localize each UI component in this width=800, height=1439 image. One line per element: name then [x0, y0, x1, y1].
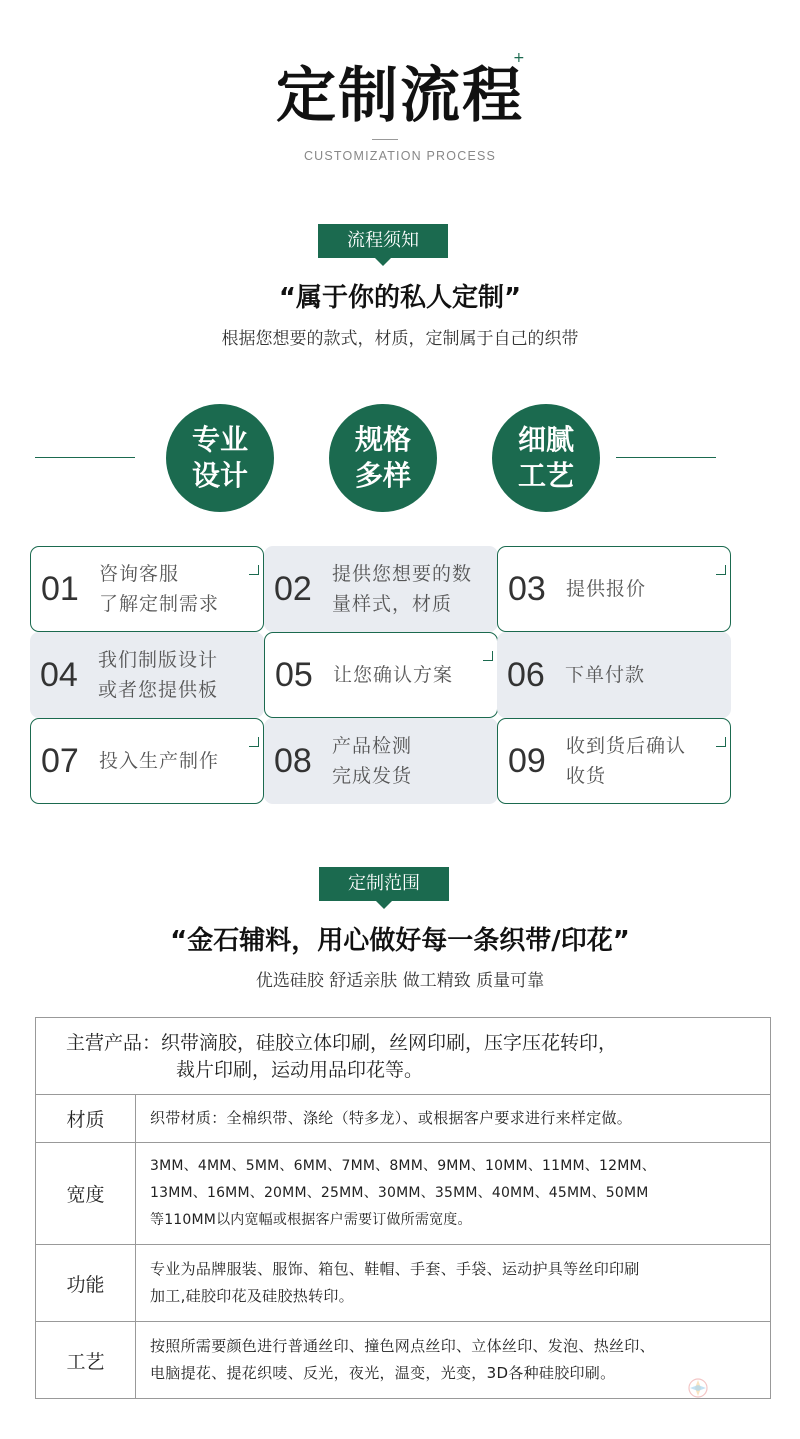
corner-mark — [483, 651, 493, 661]
feature-circle-design — [166, 404, 274, 512]
watermark-icon — [687, 1377, 709, 1399]
step-text-line2: 量样式，材质 — [332, 593, 453, 615]
step-text-line2: 完成发货 — [332, 765, 413, 787]
feature-circle-spec — [329, 404, 437, 512]
step-card-02 — [264, 546, 498, 632]
step-text-line1: 我们制版设计 — [98, 649, 219, 671]
step-card-07 — [30, 718, 264, 804]
row-content-line: 3MM、4MM、5MM、6MM、7MM、8MM、9MM、10MM、11MM、12MM、 — [150, 1158, 656, 1174]
feature-line1: 专业 — [191, 423, 248, 456]
step-number: 09 — [508, 741, 546, 780]
feature-line2: 设计 — [191, 459, 248, 492]
title-divider — [372, 139, 398, 140]
row-label: 宽度 — [36, 1143, 136, 1244]
step-text-line1: 提供您想要的数 — [332, 563, 473, 585]
feature-line1: 规格 — [354, 423, 411, 456]
step-text-line2: 收货 — [566, 765, 607, 787]
section-quote-process: “属于你的私人定制” — [278, 283, 522, 313]
row-content-line: 等110MM以内宽幅或根据客户需要订做所需宽度。 — [150, 1212, 472, 1228]
corner-mark — [249, 737, 259, 747]
main-products-row — [36, 1018, 770, 1095]
step-text-line2: 了解定制需求 — [99, 593, 220, 615]
step-card-08 — [264, 718, 498, 804]
feature-line2: 工艺 — [517, 459, 574, 492]
section-desc-scope: 优选硅胶 舒适亲肤 做工精致 质量可靠 — [255, 971, 545, 991]
step-card-06 — [497, 632, 731, 718]
step-text-line1: 收到货后确认 — [566, 735, 687, 757]
page-subtitle: CUSTOMIZATION PROCESS — [303, 149, 497, 163]
table-row-material — [36, 1095, 770, 1143]
main-products-line1: 主营产品：织带滴胶，硅胶立体印刷，丝网印刷，压字压花转印， — [66, 1032, 618, 1054]
row-label: 功能 — [36, 1245, 136, 1321]
table-row-width — [36, 1143, 770, 1245]
step-number: 01 — [41, 569, 79, 608]
step-number: 04 — [40, 655, 78, 694]
step-text-line1: 咨询客服 — [99, 563, 180, 585]
row-content-line: 加工,硅胶印花及硅胶热转印。 — [150, 1287, 354, 1305]
step-card-01 — [30, 546, 264, 632]
table-row-craft — [36, 1322, 770, 1398]
corner-mark — [716, 737, 726, 747]
page-title: 定制流程 — [276, 61, 524, 131]
step-number: 08 — [274, 741, 312, 780]
left-divider-line — [35, 457, 135, 458]
step-number: 05 — [275, 655, 313, 694]
corner-mark — [249, 565, 259, 575]
section-tag-process: 流程须知 — [318, 224, 448, 258]
section-quote-scope: “金石辅料，用心做好每一条织带/印花” — [170, 926, 630, 956]
feature-line1: 细腻 — [517, 423, 574, 456]
main-products-line2: 裁片印刷，运动用品印花等。 — [176, 1059, 424, 1081]
step-card-05 — [264, 632, 498, 718]
section-tag-scope: 定制范围 — [319, 867, 449, 901]
step-text-line1: 让您确认方案 — [333, 664, 454, 686]
plus-decoration: + — [513, 50, 525, 66]
step-number: 07 — [41, 741, 79, 780]
row-content-line: 专业为品牌服装、服饰、箱包、鞋帽、手套、手袋、运动护具等丝印印刷 — [150, 1260, 640, 1278]
step-number: 02 — [274, 569, 312, 608]
step-number: 03 — [508, 569, 546, 608]
row-content-line: 电脑提花、提花织唛、反光，夜光，温变，光变，3D各种硅胶印刷。 — [150, 1364, 616, 1382]
product-table — [35, 1017, 771, 1399]
step-card-03 — [497, 546, 731, 632]
corner-mark — [716, 565, 726, 575]
step-card-04 — [30, 632, 264, 718]
right-divider-line — [616, 457, 716, 458]
step-card-09 — [497, 718, 731, 804]
table-row-function — [36, 1245, 770, 1322]
row-content-line: 按照所需要颜色进行普通丝印、撞色网点丝印、立体丝印、发泡、热丝印、 — [150, 1337, 655, 1355]
step-text-line2: 或者您提供板 — [98, 679, 219, 701]
row-content-line: 织带材质：全棉织带、涤纶（特多龙）、或根据客户要求进行来样定做。 — [150, 1109, 633, 1127]
feature-line2: 多样 — [354, 459, 411, 492]
section-desc-process: 根据您想要的款式，材质，定制属于自己的织带 — [221, 329, 579, 349]
feature-circle-craft — [492, 404, 600, 512]
step-text-line1: 下单付款 — [565, 664, 646, 686]
step-text-line1: 提供报价 — [566, 578, 647, 600]
row-label: 材质 — [36, 1095, 136, 1142]
step-text-line1: 产品检测 — [332, 735, 413, 757]
step-number: 06 — [507, 655, 545, 694]
row-content-line: 13MM、16MM、20MM、25MM、30MM、35MM、40MM、45MM、50MM — [150, 1185, 649, 1201]
row-label: 工艺 — [36, 1322, 136, 1398]
step-text-line1: 投入生产制作 — [99, 750, 220, 772]
